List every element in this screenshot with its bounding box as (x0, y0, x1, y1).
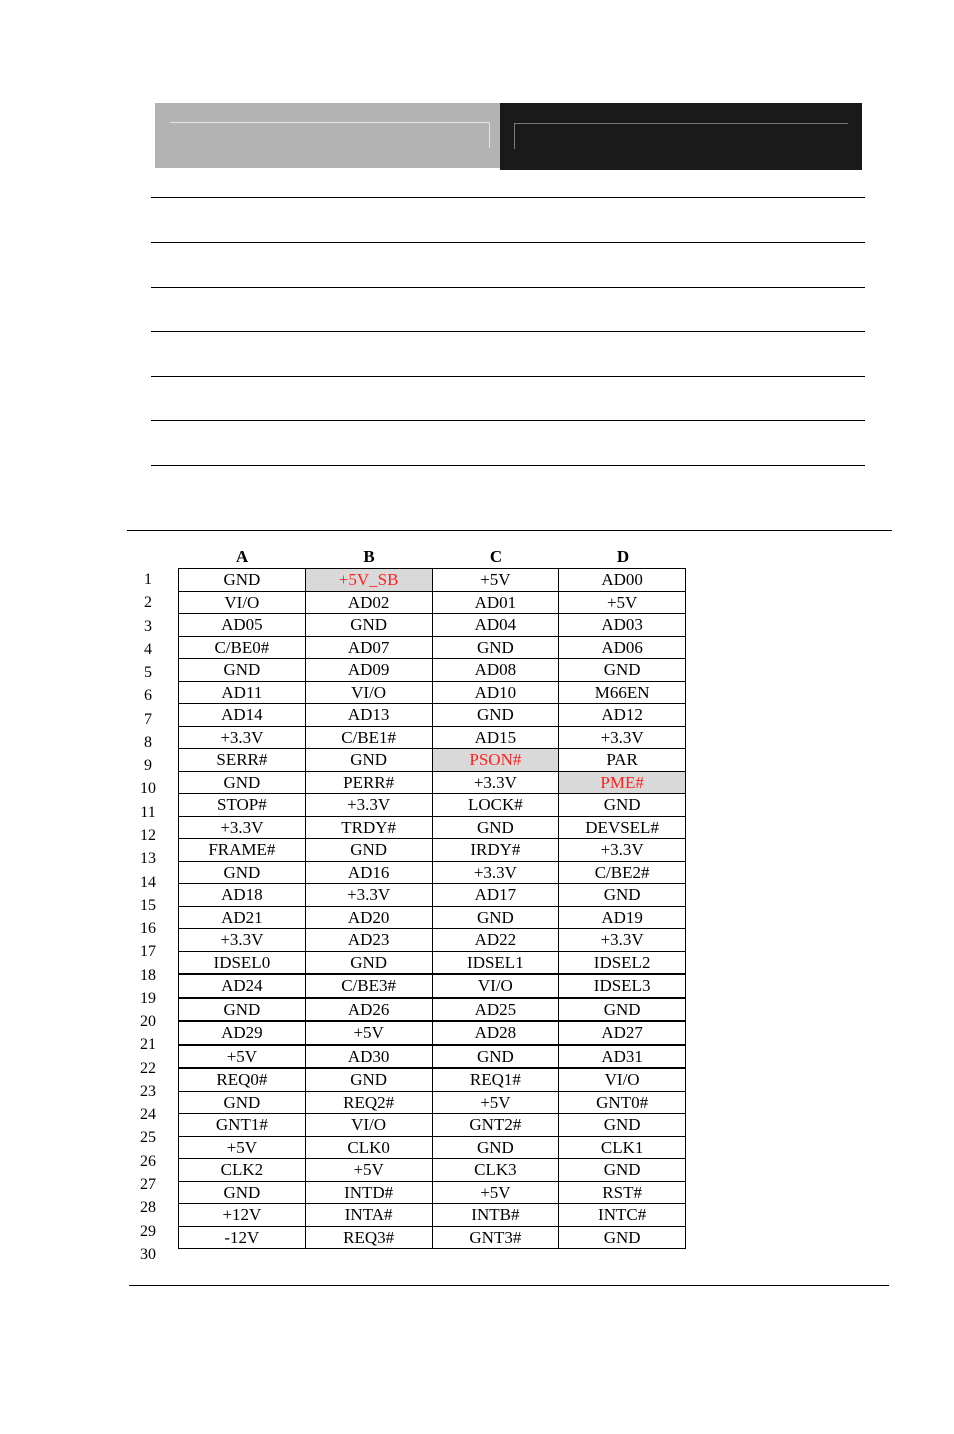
pin-cell: +3.3V (179, 816, 306, 839)
header-band-right (500, 103, 862, 170)
pin-cell: AD08 (432, 659, 559, 682)
pin-table (178, 568, 686, 1249)
pin-cell: +5V (432, 1091, 559, 1114)
row-number: 10 (140, 780, 156, 798)
pin-cell: IDSEL1 (432, 951, 559, 974)
pin-cell: GND (432, 704, 559, 727)
pin-cell: IRDY# (432, 839, 559, 862)
pin-cell: DEVSEL# (559, 816, 686, 839)
blank-rule-7 (151, 465, 865, 466)
pin-cell: GND (559, 1159, 686, 1182)
pin-cell: GND (432, 816, 559, 839)
table-row (179, 884, 686, 907)
blank-rule-3 (151, 287, 865, 288)
table-row (179, 1045, 686, 1069)
pin-cell: GND (179, 659, 306, 682)
pin-cell: AD29 (179, 1021, 306, 1045)
pin-cell: GND (432, 1136, 559, 1159)
row-number: 12 (140, 826, 156, 844)
pin-cell: GND (305, 749, 432, 772)
pin-cell: AD21 (179, 906, 306, 929)
table-row (179, 906, 686, 929)
section-divider-top (127, 530, 892, 531)
pin-cell: AD07 (305, 636, 432, 659)
pin-cell: IDSEL3 (559, 974, 686, 998)
table-row (179, 1091, 686, 1114)
blank-rule-2 (151, 242, 865, 243)
pin-cell: GNT1# (179, 1114, 306, 1137)
pin-cell: VI/O (559, 1068, 686, 1091)
pin-cell: CLK2 (179, 1159, 306, 1182)
pin-cell: TRDY# (305, 816, 432, 839)
table-row (179, 1159, 686, 1182)
pin-cell: GND (432, 906, 559, 929)
pin-cell: +5V (305, 1159, 432, 1182)
pin-cell: +5V (179, 1045, 306, 1069)
table-row (179, 839, 686, 862)
pin-cell: AD16 (305, 861, 432, 884)
pin-cell: GNT3# (432, 1226, 559, 1249)
table-row (179, 1181, 686, 1204)
column-header: B (363, 547, 375, 566)
pin-cell: GND (559, 794, 686, 817)
pin-cell: AD01 (432, 591, 559, 614)
table-row (179, 1114, 686, 1137)
row-number: 17 (140, 943, 156, 961)
pin-cell: AD09 (305, 659, 432, 682)
row-number: 16 (140, 920, 156, 938)
table-row (179, 998, 686, 1022)
row-number: 28 (140, 1199, 156, 1217)
row-number: 2 (144, 594, 152, 612)
pin-cell: CLK3 (432, 1159, 559, 1182)
row-number: 1 (144, 571, 152, 588)
pin-cell: PME# (559, 771, 686, 794)
pin-cell: C/BE2# (559, 861, 686, 884)
row-number: 6 (144, 687, 152, 705)
pin-cell: +5V (432, 1181, 559, 1204)
table-row (179, 726, 686, 749)
column-header: D (616, 547, 630, 566)
table-row (179, 1136, 686, 1159)
pin-cell: GND (432, 1045, 559, 1069)
pin-cell: +3.3V (432, 861, 559, 884)
table-row (179, 681, 686, 704)
row-number: 27 (140, 1176, 156, 1194)
table-row (179, 704, 686, 727)
pin-cell: AD10 (432, 681, 559, 704)
blank-rule-6 (151, 420, 865, 421)
pin-cell: PERR# (305, 771, 432, 794)
pin-cell: AD03 (559, 614, 686, 637)
pin-cell: -12V (179, 1226, 306, 1249)
row-number: 18 (140, 966, 156, 984)
table-row (179, 771, 686, 794)
row-number: 20 (140, 1013, 156, 1031)
pin-cell: +3.3V (559, 726, 686, 749)
pin-cell: +12V (179, 1204, 306, 1227)
pin-cell: AD14 (179, 704, 306, 727)
pin-cell: +5V (559, 591, 686, 614)
pin-cell: GND (305, 1068, 432, 1091)
pin-cell: +3.3V (179, 929, 306, 952)
table-row (179, 591, 686, 614)
pin-cell: REQ3# (305, 1226, 432, 1249)
pin-cell: PAR (559, 749, 686, 772)
table-row (179, 794, 686, 817)
pin-cell: +5V_SB (305, 569, 432, 592)
pin-cell: VI/O (305, 1114, 432, 1137)
pin-cell: INTC# (559, 1204, 686, 1227)
table-row (179, 614, 686, 637)
pin-cell: AD27 (559, 1021, 686, 1045)
pin-cell: GND (305, 951, 432, 974)
pin-cell: GND (559, 659, 686, 682)
row-number: 19 (140, 989, 156, 1007)
table-row (179, 929, 686, 952)
pin-cell: GND (559, 884, 686, 907)
pin-cell: AD26 (305, 998, 432, 1022)
blank-rule-1 (151, 197, 865, 198)
column-headers (179, 546, 686, 568)
pin-cell: INTD# (305, 1181, 432, 1204)
pin-cell: INTA# (305, 1204, 432, 1227)
pin-cell: GND (305, 839, 432, 862)
pin-cell: GND (559, 1226, 686, 1249)
table-row (179, 659, 686, 682)
pin-cell: SERR# (179, 749, 306, 772)
pin-cell: AD02 (305, 591, 432, 614)
blank-rule-4 (151, 331, 865, 332)
header-band-left (155, 103, 500, 168)
row-number: 13 (140, 850, 156, 868)
table-row (179, 1204, 686, 1227)
pin-cell: +3.3V (432, 771, 559, 794)
pin-cell: AD18 (179, 884, 306, 907)
pin-cell: AD17 (432, 884, 559, 907)
row-number: 8 (144, 733, 152, 751)
row-number: 22 (140, 1059, 156, 1077)
pin-cell: +5V (432, 569, 559, 592)
pin-cell: CLK1 (559, 1136, 686, 1159)
column-header: A (235, 547, 249, 566)
pin-cell: STOP# (179, 794, 306, 817)
pin-cell: AD11 (179, 681, 306, 704)
row-number: 21 (140, 1036, 156, 1054)
pin-cell: AD31 (559, 1045, 686, 1069)
table-row (179, 569, 686, 592)
pin-cell: RST# (559, 1181, 686, 1204)
pin-cell: AD13 (305, 704, 432, 727)
pin-cell: REQ1# (432, 1068, 559, 1091)
pin-cell: GND (179, 861, 306, 884)
pin-cell: AD23 (305, 929, 432, 952)
pin-cell: C/BE1# (305, 726, 432, 749)
pin-cell: GND (179, 569, 306, 592)
row-number: 3 (144, 617, 152, 635)
pin-cell: AD24 (179, 974, 306, 998)
row-number: 24 (140, 1106, 156, 1124)
pin-cell: AD12 (559, 704, 686, 727)
pin-cell: AD22 (432, 929, 559, 952)
pin-cell: GND (179, 771, 306, 794)
table-row (179, 861, 686, 884)
pin-cell: +3.3V (559, 929, 686, 952)
table-row (179, 974, 686, 998)
pin-cell: AD30 (305, 1045, 432, 1069)
pin-cell: GND (432, 636, 559, 659)
pin-cell: GND (559, 1114, 686, 1137)
row-number: 4 (144, 640, 152, 658)
pin-cell: GND (179, 998, 306, 1022)
table-row (179, 749, 686, 772)
row-number: 7 (144, 710, 152, 728)
pin-cell: +5V (179, 1136, 306, 1159)
row-number: 5 (144, 664, 152, 682)
pin-cell: FRAME# (179, 839, 306, 862)
pin-cell: REQ2# (305, 1091, 432, 1114)
pin-cell: REQ0# (179, 1068, 306, 1091)
pin-cell: AD15 (432, 726, 559, 749)
table-row (179, 1068, 686, 1091)
pin-cell: AD04 (432, 614, 559, 637)
table-row (179, 951, 686, 974)
pin-cell: GND (179, 1091, 306, 1114)
row-number: 23 (140, 1082, 156, 1100)
row-number: 15 (140, 896, 156, 914)
pin-cell: PSON# (432, 749, 559, 772)
pin-cell: VI/O (179, 591, 306, 614)
pin-cell: CLK0 (305, 1136, 432, 1159)
pin-cell: AD00 (559, 569, 686, 592)
row-number: 9 (144, 757, 152, 775)
pin-cell: GND (559, 998, 686, 1022)
pin-cell: AD25 (432, 998, 559, 1022)
pin-cell: VI/O (305, 681, 432, 704)
pin-cell: +3.3V (179, 726, 306, 749)
pin-cell: AD28 (432, 1021, 559, 1045)
row-number: 30 (140, 1245, 156, 1263)
pin-cell: VI/O (432, 974, 559, 998)
pin-cell: IDSEL0 (179, 951, 306, 974)
pin-cell: GNT2# (432, 1114, 559, 1137)
table-row (179, 636, 686, 659)
pin-cell: C/BE0# (179, 636, 306, 659)
table-row (179, 1021, 686, 1045)
table-row (179, 1226, 686, 1249)
row-number: 14 (140, 873, 156, 891)
pin-cell: AD20 (305, 906, 432, 929)
pin-cell: GND (179, 1181, 306, 1204)
row-number: 11 (140, 803, 156, 821)
pin-cell: GND (305, 614, 432, 637)
pin-cell: LOCK# (432, 794, 559, 817)
table-row (179, 816, 686, 839)
pin-cell: AD19 (559, 906, 686, 929)
row-number: 29 (140, 1222, 156, 1240)
pin-cell: AD05 (179, 614, 306, 637)
row-number: 26 (140, 1152, 156, 1170)
row-number: 25 (140, 1129, 156, 1147)
pin-cell: GNT0# (559, 1091, 686, 1114)
pin-cell: INTB# (432, 1204, 559, 1227)
pin-cell: IDSEL2 (559, 951, 686, 974)
blank-rule-5 (151, 376, 865, 377)
section-divider-bottom (129, 1285, 889, 1286)
pin-cell: +3.3V (305, 884, 432, 907)
pin-cell: M66EN (559, 681, 686, 704)
pin-cell: AD06 (559, 636, 686, 659)
pin-cell: +3.3V (559, 839, 686, 862)
pin-cell: +3.3V (305, 794, 432, 817)
pin-cell: +5V (305, 1021, 432, 1045)
pin-cell: C/BE3# (305, 974, 432, 998)
column-header: C (489, 547, 503, 566)
